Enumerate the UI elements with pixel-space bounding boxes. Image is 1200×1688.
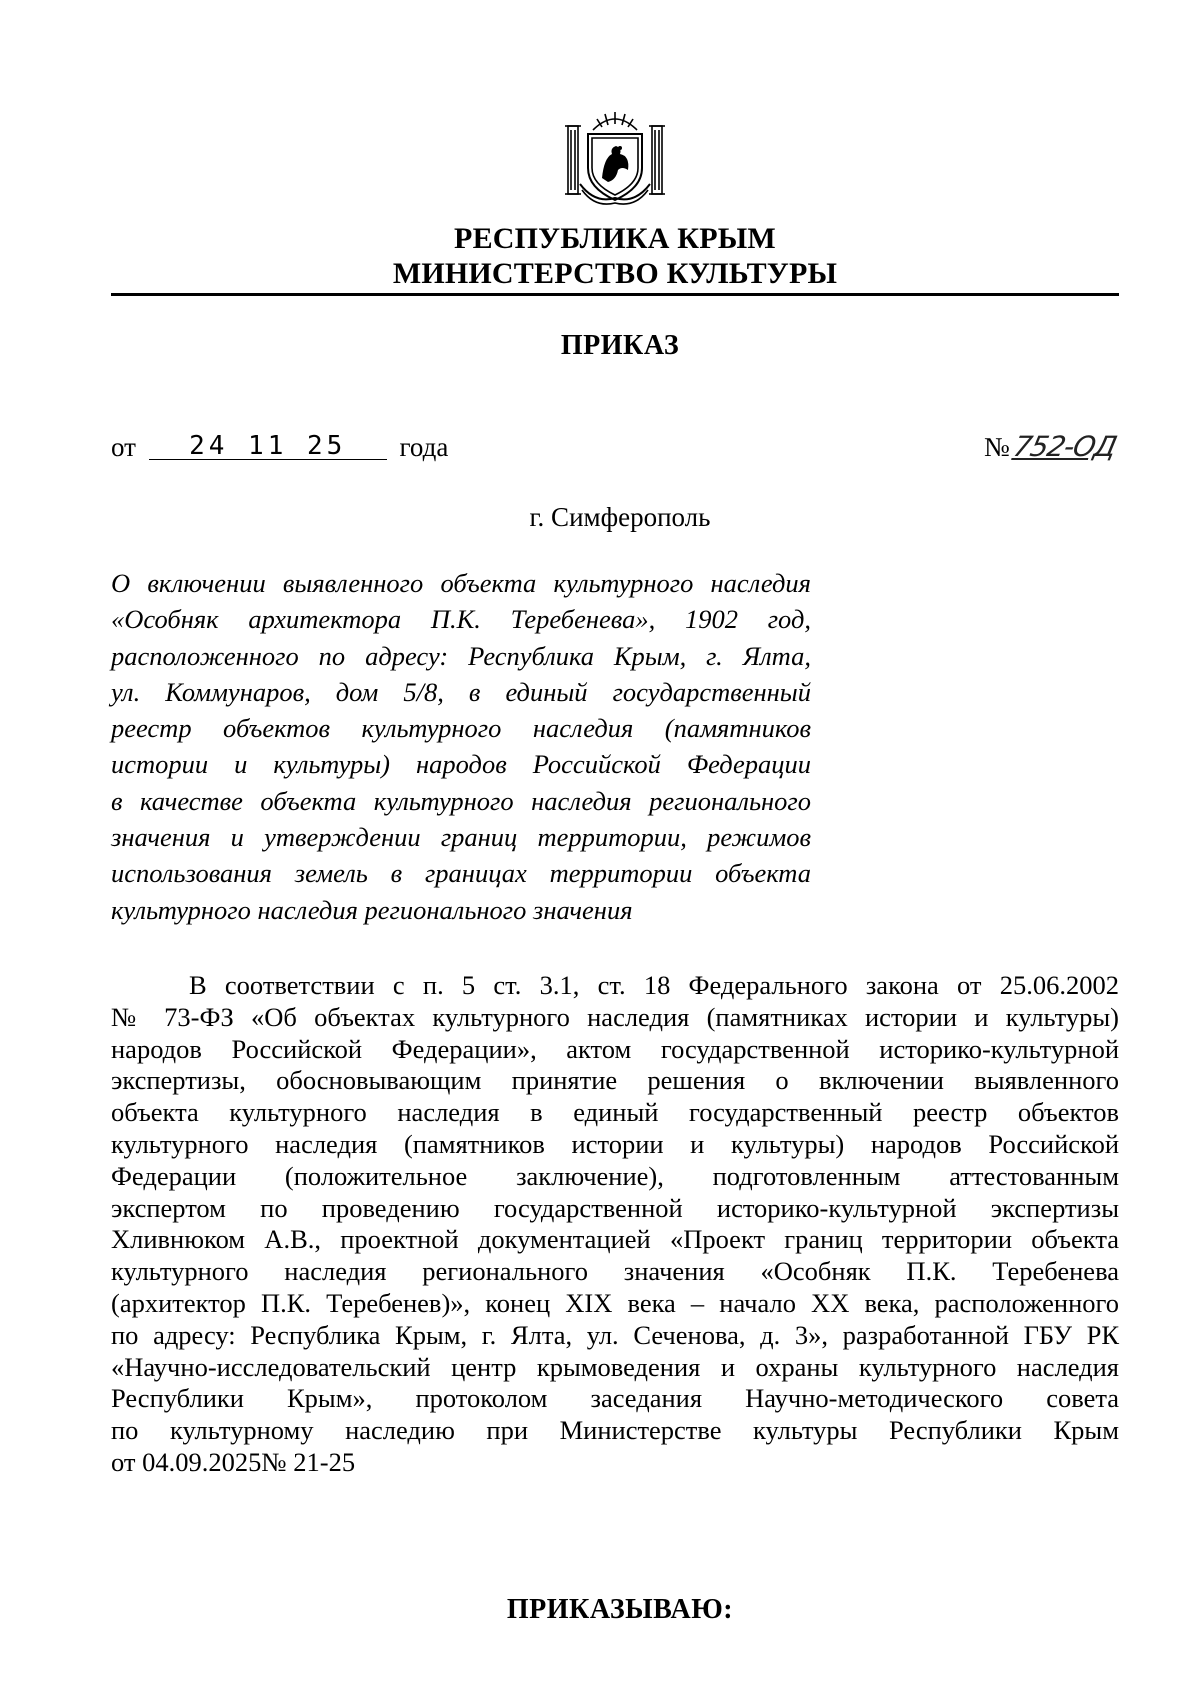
- body-line: объекта культурного наследия в единый государственный реестр объектов: [111, 1097, 1119, 1128]
- body-line: культурного наследия (памятников истории и культуры) народов Российской: [111, 1128, 1119, 1159]
- document-type-title: ПРИКАЗ: [560, 330, 680, 361]
- order-number: [984, 430, 1119, 463]
- body-line: (архитектор П.К. Теребенев)», конец XIX века – начало XX века, расположенного: [111, 1287, 1119, 1318]
- crimea-coat-of-arms-icon: [560, 108, 670, 208]
- header-divider: [111, 293, 1119, 296]
- body-line: В соответствии с п. 5 ст. 3.1, ст. 18 Федерального закона от 25.06.2002: [189, 970, 1119, 1000]
- subject-line: истории и культуры) народов Российской Федерации: [111, 749, 811, 780]
- number-prefix: №: [984, 432, 1010, 462]
- body-line: Хливнюком А.В., проектной документацией «Проект границ территории объекта: [111, 1224, 1119, 1255]
- order-subject: [111, 565, 811, 928]
- date-suffix: года: [399, 432, 449, 462]
- body-line: экспертизы, обосновывающим принятие решения о включении выявленного: [111, 1065, 1119, 1096]
- subject-line: О включении выявленного объекта культурного наследия: [111, 568, 811, 598]
- subject-line: значения и утверждении границ территории, режимов: [111, 822, 811, 853]
- date-prefix: от: [111, 432, 136, 462]
- city-line: г. Симферополь: [529, 502, 711, 532]
- subject-line: в качестве объекта культурного наследия регионального: [111, 785, 811, 816]
- republic-heading: РЕСПУБЛИКА КРЫМ: [454, 222, 776, 255]
- date-line: [111, 432, 448, 464]
- subject-line: реестр объектов культурного наследия (памятников: [111, 713, 811, 744]
- body-line: «Научно-исследовательский центр крымоведения и охраны культурного наследия: [111, 1351, 1119, 1382]
- body-line: № 73-ФЗ «Об объектах культурного наследия (памятниках истории и культуры): [111, 1001, 1119, 1032]
- body-line: по адресу: Республика Крым, г. Ялта, ул. Сеченова, д. 3», разработанной ГБУ РК: [111, 1319, 1119, 1350]
- preamble-paragraph: [111, 970, 1119, 1479]
- subject-line: культурного наследия регионального значения: [111, 894, 633, 925]
- ministry-heading: МИНИСТЕРСТВО КУЛЬТУРЫ: [392, 257, 838, 290]
- order-directive-heading: ПРИКАЗЫВАЮ:: [506, 1594, 734, 1625]
- order-number-value: 752-ОД: [1010, 430, 1119, 463]
- subject-line: использования земель в границах территории объекта: [111, 858, 811, 889]
- subject-line: «Особняк архитектора П.К. Теребенева», 1902 год,: [111, 604, 811, 635]
- subject-line: ул. Коммунаров, дом 5/8, в единый государственный: [111, 676, 811, 707]
- body-line: экспертом по проведению государственной историко-культурной экспертизы: [111, 1192, 1119, 1223]
- date-value: 24 11 25: [189, 431, 347, 461]
- body-line: по культурному наследию при Министерстве культуры Республики Крым: [111, 1415, 1119, 1446]
- subject-line: расположенного по адресу: Республика Крым, г. Ялта,: [111, 640, 811, 671]
- body-line: культурного наследия регионального значения «Особняк П.К. Теребенева: [111, 1256, 1119, 1287]
- body-line: от 04.09.2025№ 21-25: [111, 1446, 356, 1477]
- body-line: Федерации (положительное заключение), подготовленным аттестованным: [111, 1160, 1119, 1191]
- body-line: Республики Крым», протоколом заседания Научно-методического совета: [111, 1383, 1119, 1414]
- date-field: [149, 428, 387, 460]
- body-line: народов Российской Федерации», актом государственной историко-культурной: [111, 1033, 1119, 1064]
